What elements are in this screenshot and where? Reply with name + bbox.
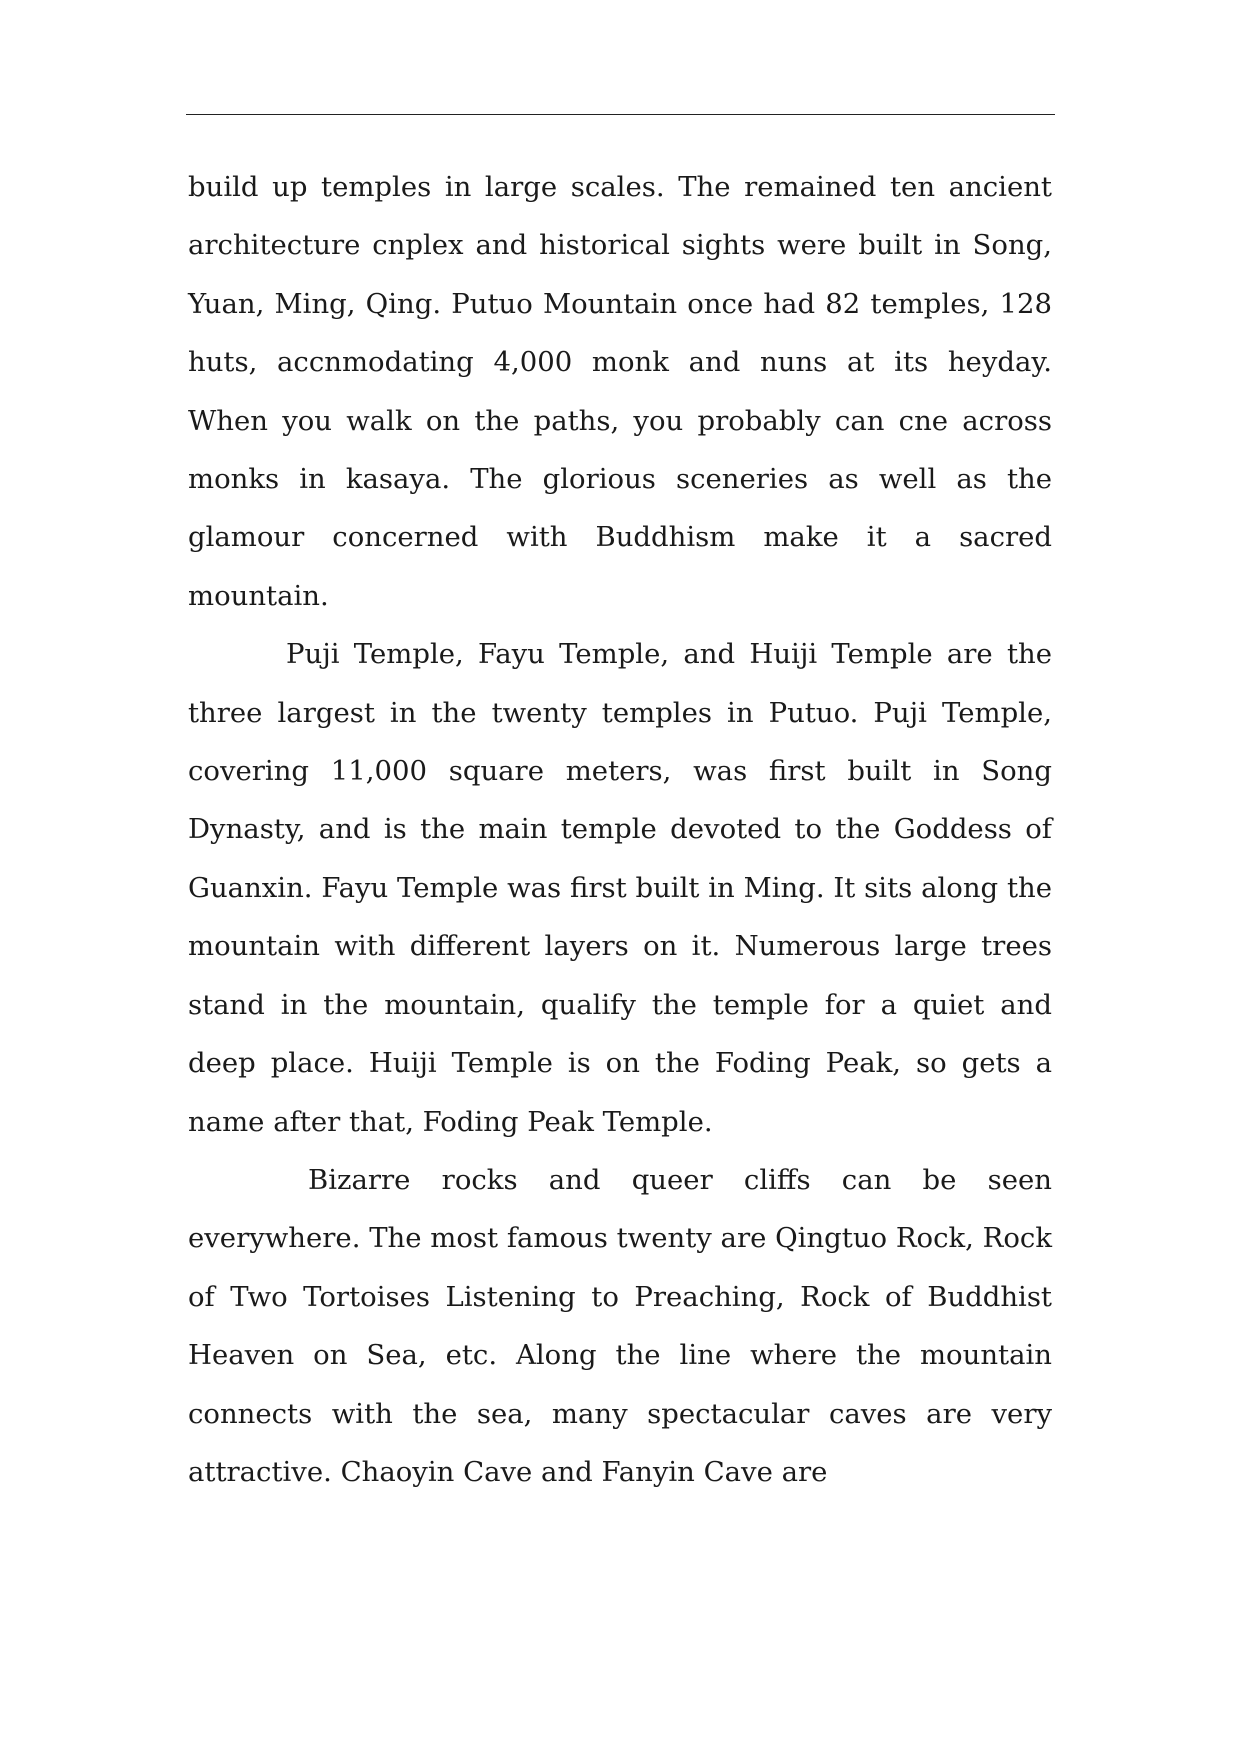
- paragraph-three-largest-temples: Puji Temple, Fayu Temple, and Huiji Temple are the three largest in the twenty temples in Putuo. Puji Temple, covering 11,000 square meters, was first built in Song Dynasty, and is the main temple devoted to the Goddess of Guanxin. Fayu Temple was first built in Ming. It sits along the mountain with different layers on it. Numerous large trees stand in the mountain, qualify the temple for a quiet and deep place. Huiji Temple is on the Foding Peak, so gets a name after that, Foding Peak Temple.: [188, 638, 1052, 1138]
- paragraph-rocks-and-caves: Bizarre rocks and queer cliffs can be seen everywhere. The most famous twenty are Qingtuo Rock, Rock of Two Tortoises Listening to Preaching, Rock of Buddhist Heaven on Sea, etc. Along the line where the mountain connects with the sea, many spectacular caves are very attractive. Chaoyin Cave and Fanyin Cave are: [188, 1163, 1052, 1488]
- body-text: [188, 158, 1052, 1501]
- paragraph-temples-history: build up temples in large scales. The remained ten ancient architecture cnplex and historical sights were built in Song, Yuan, Ming, Qing. Putuo Mountain once had 82 temples, 128 huts, accnmodating 4,000 monk and nuns at its heyday. When you walk on the paths, you probably can cne across monks in kasaya. The glorious sceneries as well as the glamour concerned with Buddhism make it a sacred mountain.: [188, 171, 1052, 612]
- header-rule: [186, 114, 1055, 115]
